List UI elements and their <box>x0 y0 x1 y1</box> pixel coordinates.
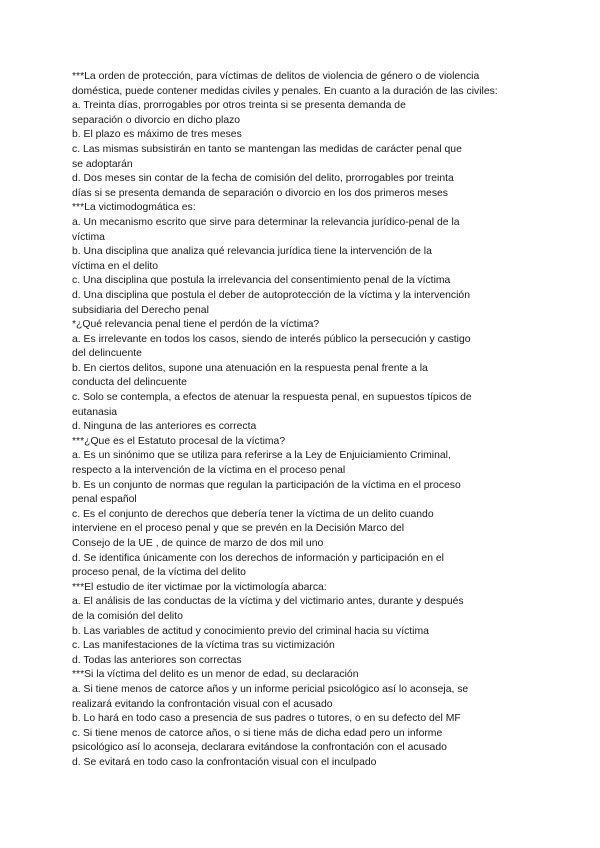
text-line: realizará evitando la confrontación visual con el acusado <box>72 698 333 710</box>
text-line: Consejo de la UE , de quince de marzo de dos mil uno <box>72 538 324 549</box>
text-line: eutanasia <box>72 406 118 418</box>
text-line: c. Solo se contempla, a efectos de atenuar la respuesta penal, en supuestos típicos de <box>72 392 472 404</box>
text-line: b. Una disciplina que analiza qué relevancia jurídica tiene la intervención de la <box>72 246 432 258</box>
text-line: a. Es irrelevante en todos los casos, siendo de interés público la persecución y castigo <box>72 333 471 345</box>
text-line: *¿Qué relevancia penal tiene el perdón de la víctima? <box>72 319 320 331</box>
text-line: interviene en el proceso penal y que se prevén en la Decisión Marco del <box>72 523 405 535</box>
text-line: de la comisión del delito <box>72 610 183 622</box>
text-line: c. Una disciplina que postula la irrelevancia del consentimiento penal de la víctima <box>72 275 451 287</box>
text-line: c. Las manifestaciones de la víctima tras su victimización <box>72 640 335 652</box>
text-line: a. Es un sinónimo que se utiliza para referirse a la Ley de Enjuiciamiento Criminal, <box>72 450 451 462</box>
text-line: b. El plazo es máximo de tres meses <box>72 129 242 141</box>
text-line: penal español <box>72 494 137 506</box>
text-line: d. Todas las anteriores son correctas <box>72 654 242 666</box>
text-line: d. Una disciplina que postula el deber de autoprotección de la víctima y la intervención <box>72 289 470 301</box>
text-line: del delincuente <box>72 348 142 360</box>
text-line: c. Es el conjunto de derechos que debería tener la víctima de un delito cuando <box>72 508 434 520</box>
text-line: doméstica, puede contener medidas civiles y penales. En cuanto a la duración de las civiles: <box>72 85 498 97</box>
text-line: a. Un mecanismo escrito que sirve para determinar la relevancia jurídico-penal de la <box>72 216 460 228</box>
text-line: subsidiaria del Derecho penal <box>72 304 209 316</box>
text-line: víctima <box>72 231 105 243</box>
text-line: respecto a la intervención de la víctima en el proceso penal <box>72 465 346 477</box>
text-line: separación o divorcio en dicho plazo <box>72 114 241 126</box>
text-line: d. Se identifica únicamente con los derechos de información y participación en el <box>72 552 444 564</box>
text-line: ***La orden de protección, para víctimas de delitos de violencia de género o de violencia <box>72 71 480 82</box>
text-line: se adoptarán <box>72 158 133 170</box>
text-line: ***Si la víctima del delito es un menor de edad, su declaración <box>72 669 359 681</box>
text-line: a. Si tiene menos de catorce años y un informe pericial psicológico así lo aconseja, se <box>72 683 469 695</box>
text-line: conducta del delincuente <box>72 377 187 389</box>
text-line: c. Las mismas subsistirán en tanto se mantengan las medidas de carácter penal que <box>72 143 462 155</box>
text-line: a. Treinta días, prorrogables por otros treinta si se presenta demanda de <box>72 100 406 112</box>
text-line: ***La victimodogmática es: <box>72 202 196 214</box>
text-line: proceso penal, de la víctima del delito <box>72 567 246 579</box>
text-line: a. El análisis de las conductas de la víctima y del victimario antes, durante y después <box>72 596 464 608</box>
text-line: b. Las variables de actitud y conocimiento previo del criminal hacia su víctima <box>72 625 429 637</box>
text-line: c. Si tiene menos de catorce años, o si tiene más de dicha edad pero un informe <box>72 727 443 739</box>
text-line: víctima en el delito <box>72 260 159 272</box>
text-line: d. Se evitará en todo caso la confrontación visual con el inculpado <box>72 756 377 768</box>
text-line: b. En ciertos delitos, supone una atenuación en la respuesta penal frente a la <box>72 362 428 374</box>
text-line: d. Ninguna de las anteriores es correcta <box>72 421 257 433</box>
document-body <box>72 70 542 771</box>
text-line: ***¿Que es el Estatuto procesal de la víctima? <box>72 435 286 447</box>
text-line: días si se presenta demanda de separación o divorcio en los dos primeros meses <box>72 187 448 199</box>
text-line: psicológico así lo aconseja, declarara evitándose la confrontación con el acusado <box>72 742 447 754</box>
text-line: b. Lo hará en todo caso a presencia de sus padres o tutores, o en su defecto del MF <box>72 713 461 725</box>
text-line: ***El estudio de iter victimae por la victimología abarca: <box>72 581 327 593</box>
text-line: b. Es un conjunto de normas que regulan la participación de la víctima en el proceso <box>72 479 461 491</box>
text-line: d. Dos meses sin contar de la fecha de comisión del delito, prorrogables por treinta <box>72 173 454 185</box>
